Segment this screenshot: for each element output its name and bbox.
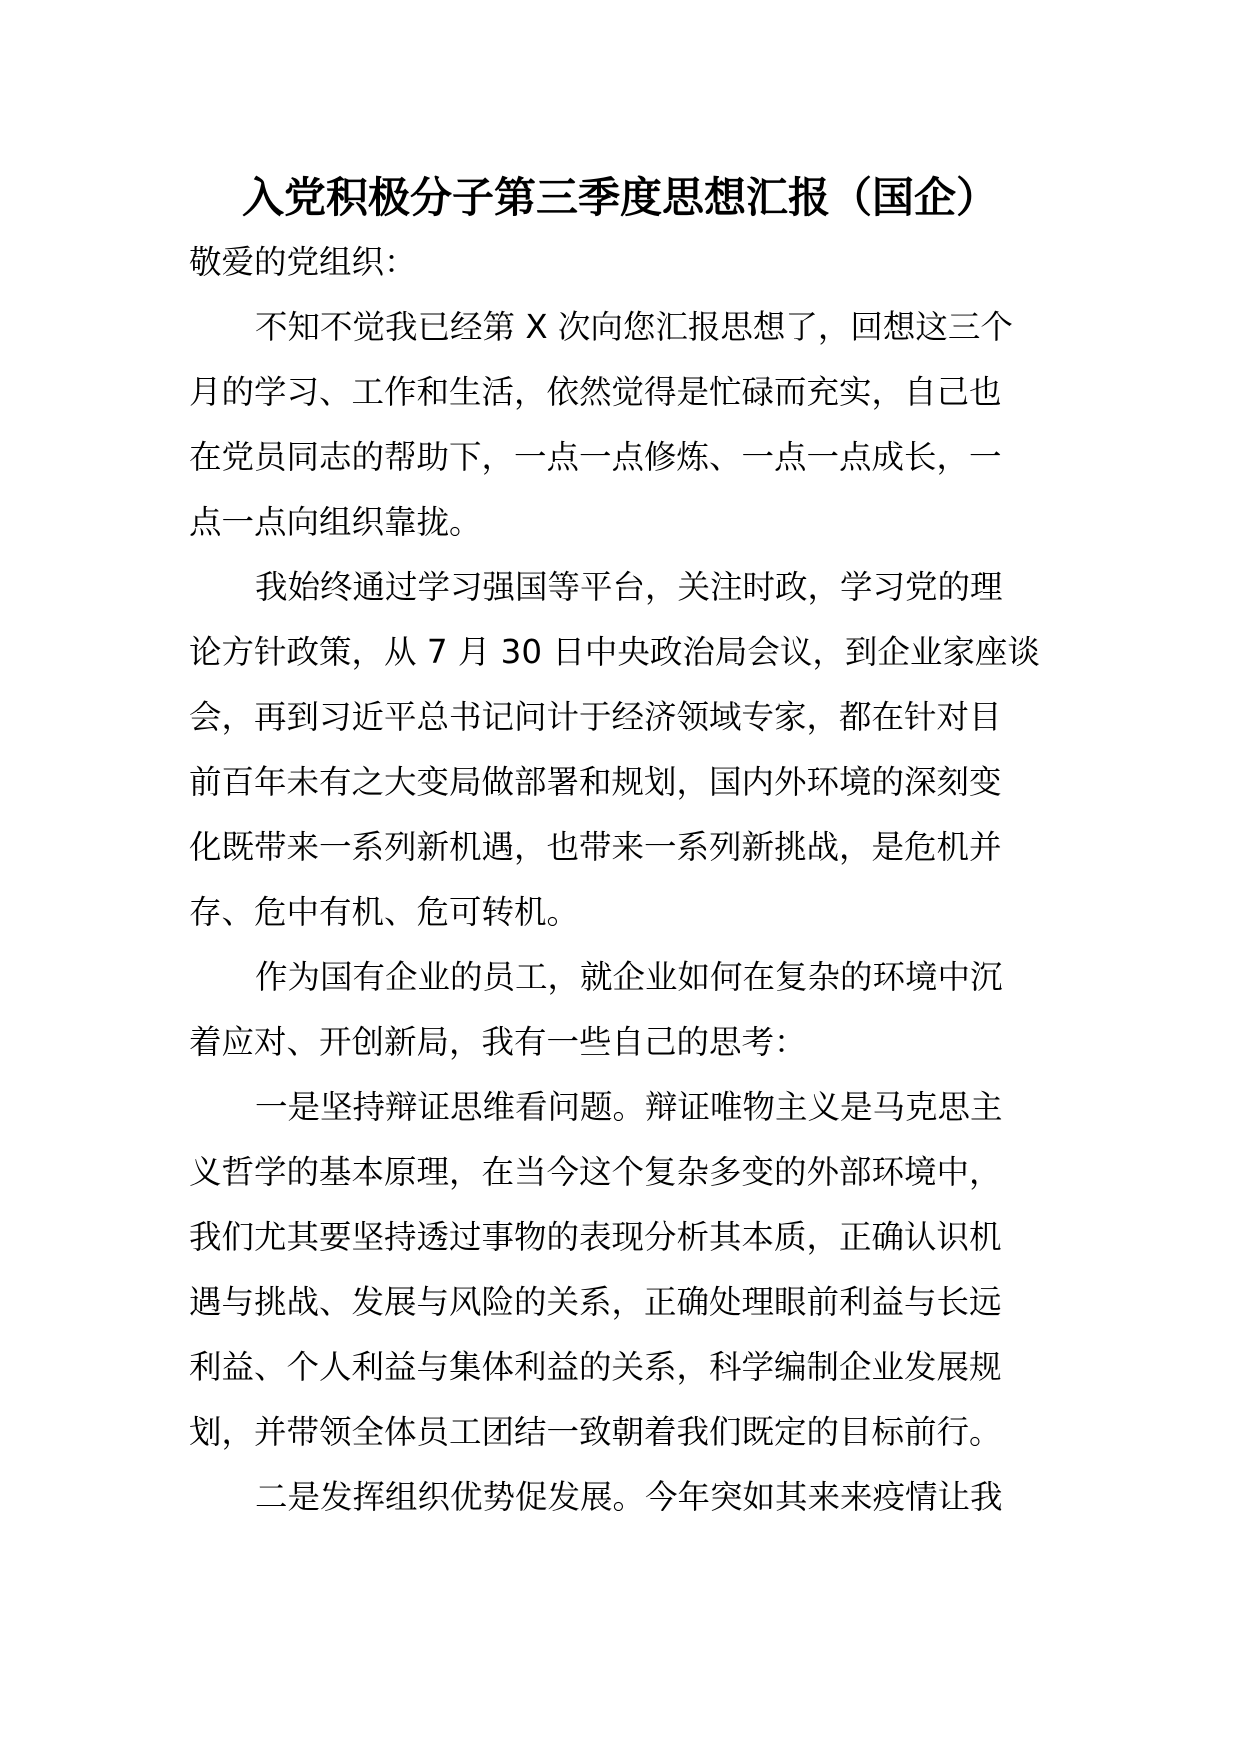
text-line: 前百年未有之大变局做部署和规划，国内外环境的深刻变 [189,763,1002,801]
text-line: 义哲学的基本原理，在当今这个复杂多变的外部环境中， [189,1153,1002,1191]
text-line: 会，再到习近平总书记问计于经济领域专家，都在针对目 [189,698,1002,736]
text-line: 二是发挥组织优势促发展。今年突如其来来疫情让我 [255,1478,1003,1516]
text-line: 不知不觉我已经第 X 次向您汇报思想了，回想这三个 [255,308,1013,346]
document-title: 入党积极分子第三季度思想汇报（国企） [241,173,998,222]
text-line: 在党员同志的帮助下，一点一点修炼、一点一点成长，一 [189,438,1002,476]
text-line: 化既带来一系列新机遇，也带来一系列新挑战，是危机并 [189,828,1002,866]
text-line: 作为国有企业的员工，就企业如何在复杂的环境中沉 [255,958,1003,996]
text-line: 点一点向组织靠拢。 [189,503,482,541]
text-line: 我们尤其要坚持透过事物的表现分析其本质，正确认识机 [189,1218,1002,1256]
text-line: 存、危中有机、危可转机。 [189,893,580,931]
text-line: 遇与挑战、发展与风险的关系，正确处理眼前利益与长远 [189,1283,1002,1321]
text-line: 我始终通过学习强国等平台，关注时政，学习党的理 [255,568,1003,606]
document-body [189,230,1069,1530]
text-line: 敬爱的党组织： [189,243,417,281]
text-line: 论方针政策，从 7 月 30 日中央政治局会议，到企业家座谈 [189,633,1040,671]
text-line: 月的学习、工作和生活，依然觉得是忙碌而充实，自己也 [189,373,1002,411]
text-line: 利益、个人利益与集体利益的关系，科学编制企业发展规 [189,1348,1002,1386]
text-line: 着应对、开创新局，我有一些自己的思考： [189,1023,807,1061]
text-line: 一是坚持辩证思维看问题。辩证唯物主义是马克思主 [255,1088,1003,1126]
text-line: 划，并带领全体员工团结一致朝着我们既定的目标前行。 [189,1413,1002,1451]
